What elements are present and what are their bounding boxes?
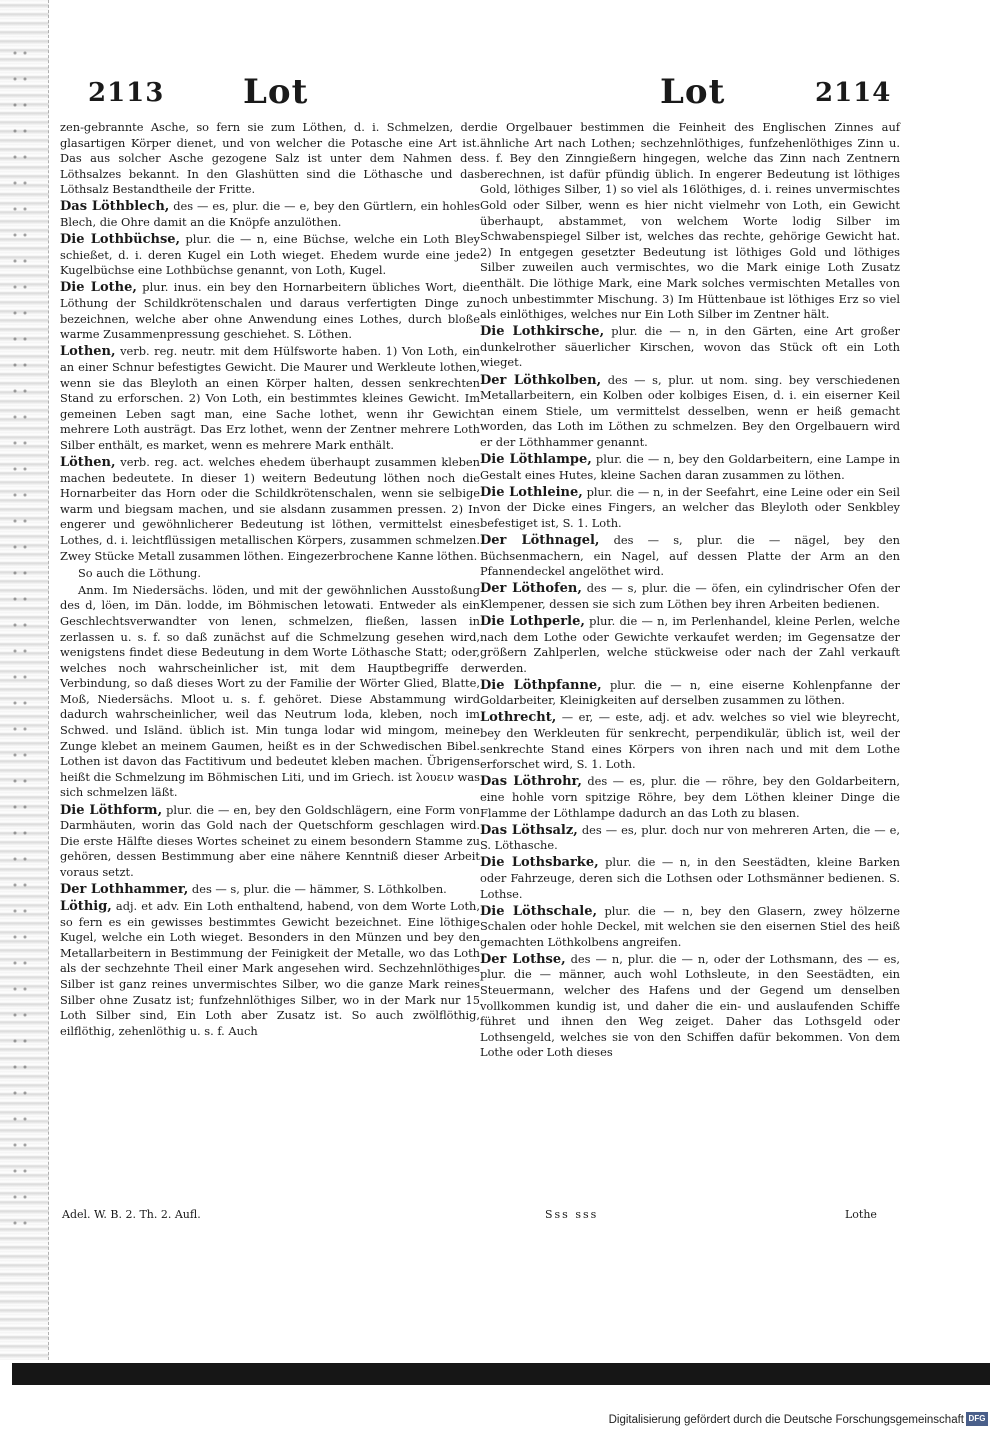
dictionary-entry: [480, 324, 900, 371]
entry-text: des — s, plur. ut nom. sing. bey verschiedenen Metallarbeitern, ein Kolben oder kolbiges Eisen, d. i. ein eiserner Keil an einem Stiele, um vermittelst desselben, wenn er heiß gemacht worden, das Loth im Löthen zu schmelzen. Bey den Orgelbauern wird er der Löthhammer genannt.: [480, 372, 900, 449]
entry-text: des — s, plur. die — hämmer, S. Löthkolben.: [191, 882, 447, 896]
dictionary-entry: [480, 120, 900, 323]
dictionary-entry: [60, 803, 480, 881]
dictionary-entry: [60, 232, 480, 279]
entry-headword: Lothrecht,: [480, 710, 557, 726]
dictionary-entry: [60, 120, 480, 198]
entry-headword: Die Löthschale,: [480, 903, 597, 919]
entry-text: plur. die — n, in den Seestädten, kleine Barken oder Fahrzeuge, deren sich die Lothsen oder Lothsmänner bedienen. S. Lothse.: [480, 855, 901, 901]
dictionary-entry: [60, 882, 480, 898]
entry-headword: Die Lothsbarke,: [480, 855, 599, 871]
column-right: [480, 120, 900, 1063]
digitization-credit: Digitalisierung gefördert durch die Deutsche Forschungsgemeinschaft: [608, 1414, 964, 1426]
entry-headword: Der Lothhammer,: [60, 882, 189, 897]
entry-headword: Der Löthkolben,: [480, 372, 602, 388]
dictionary-entry: [60, 344, 480, 453]
dictionary-entry: [480, 581, 900, 612]
dfg-logo: DFG: [966, 1412, 988, 1426]
entry-text: verb. reg. neutr. mit dem Hülfsworte haben. 1) Von Loth, ein an einer Schnur befestigtes Gewicht. Die Maurer und Werkleute lothen, wenn sie das Bleyloth an einen Körper halten, dessen senkrechten Stand zu erforschen. 2) Von Loth, ein bestimmtes kleines Gewicht. Im gemeinen Leben sagt man, eine Sache lothet, wenn ihr Gewicht mehrere Loth austrägt. Das Erz lothet, wenn der Zentner mehrere Loth Silber enthält, es market, wenn es mehrere Mark enthält.: [60, 344, 480, 452]
entry-headword: Löthen,: [60, 454, 116, 470]
entry-text: plur. die — n, eine Büchse, welche ein Loth Bley schießet, d. i. deren Kugel ein Loth wieget. Ehedem wurde eine jede Kugelbüchse eine Lothbüchse genannt, von Loth, Kugel.: [60, 232, 480, 278]
dictionary-entry: [60, 899, 480, 1039]
page-number-left: 2113: [88, 78, 165, 108]
entry-headword: Die Lothleine,: [480, 484, 583, 500]
book-binding-edge: [0, 0, 49, 1360]
dictionary-entry: [480, 373, 900, 451]
dictionary-entry: [480, 952, 900, 1061]
dictionary-entry: [480, 678, 900, 709]
entry-text: des — s, plur. die — nägel, bey den Büchsenmachern, ein Nagel, auf dessen Platte der Arm an den Pfannendeckel angelöthet wird.: [480, 532, 901, 579]
entry-headword: Die Lothperle,: [480, 613, 585, 629]
dictionary-entry: [480, 452, 900, 483]
entry-text: zen-gebrannte Asche, so fern sie zum Löthen, d. i. Schmelzen, der glasartigen Körper dienet, und von welcher die Potasche eine Art ist. Das aus solcher Asche gezogene Salz ist unter dem Nahmen des Löthsalzes bekannt. In den Glashütten sind die Löthasche und das Löthsalz Bestandtheile der Fritte.: [60, 120, 480, 197]
dictionary-entry: [60, 280, 480, 342]
entry-text: plur. die — n, in der Seefahrt, eine Leine oder ein Seil von der Dicke eines Fingers, an welcher das Bleyloth oder Senkbley befestiget ist, S. 1. Loth.: [480, 484, 900, 530]
dictionary-entry: [60, 199, 480, 230]
entry-text: plur. inus. ein bey den Hornarbeitern übliches Wort, die Löthung der Schildkrötenschalen und daraus verfertigten Dinge zu bezeichnen, welche aber ohne Anwendung eines Lothes, durch bloße warme Zusammenpressung geschiehet. S. Löthen.: [60, 280, 480, 342]
page-number-right: 2114: [815, 78, 892, 108]
entry-headword: Die Löthlampe,: [480, 451, 592, 467]
dictionary-entry: [480, 774, 900, 821]
entry-text: adj. et adv. Ein Loth enthaltend, habend, von dem Worte Loth, so fern es ein gewisses bestimmtes Gewicht bezeichnet. Eine löthige Kugel, welche ein Loth wieget. Besonders in den Münzen und bey den Metallarbeitern in Bestimmung der Feinigkeit der Metalle, wo das Loth als der sechzehnte Theil einer Mark angesehen wird. Sechzehnlöthiges Silber ist ganz reines unvermischtes Silber, wo die ganze Mark reines Silber ohne Zusatz ist; funfzehnlöthiges Silber, wo in der Mark nur 15 Loth Silber sind, Ein Loth aber Zusatz ist. So auch zwölflöthig, eilflöthig, zehenlöthig u. s. f. Auch: [60, 899, 480, 1038]
dictionary-entry: [480, 904, 900, 951]
entry-headword: Der Lothse,: [480, 951, 566, 967]
entry-headword: Die Lothbüchse,: [60, 232, 181, 248]
dictionary-entry: [480, 710, 900, 772]
entry-text: des — es, plur. doch nur von mehreren Arten, die — e, S. Löthasche.: [480, 822, 901, 853]
entry-text: verb. reg. act. welches ehedem überhaupt zusammen kleben machen bedeutete. In dieser 1) weitern Bedeutung löthen noch die Hornarbeiter das Horn oder die Schildkrötenschalen, wenn sie selbige warm und biegsam machen, und sie alsdann zusammen pressen. 2) In engerer und gewöhnlicherer Bedeutung ist löthen, vermittelst eines Lothes, d. i. leichtflüssigen metallischen Körpers, zusammen schmelzen. Zwey Stücke Metall zusammen löthen. Eingezerbrochene Kanne löthen.: [60, 454, 481, 563]
dictionary-entry: [480, 533, 900, 580]
entry-text: — er, — este, adj. et adv. welches so viel wie bleyrecht, bey den Werkleuten für senkrecht, perpendikulär, üblich ist, weil der senkrechte Stand eines Körpers von ihren nach und mit dem Lothe erforschet wird, S. 1. Loth.: [480, 710, 900, 772]
dictionary-entry: [480, 614, 900, 676]
entry-text: des — es, plur. die — e, bey den Gürtlern, ein hohles Blech, die Ohre damit an die Knöpfe anzulöthen.: [60, 199, 480, 230]
entry-text: des — es, plur. die — röhre, bey den Goldarbeitern, eine hohle vorn spitzige Röhre, bey dem Löthen kleiner Dinge die Flamme der Löthlampe dadurch an das Loth zu blasen.: [480, 774, 900, 820]
dictionary-entry: [480, 485, 900, 532]
entry-headword: Das Löthrohr,: [480, 774, 582, 790]
entry-text: des — s, plur. die — öfen, ein cylindrischer Ofen der Klempener, dessen sie sich zum Löthen bey ihren Arbeiten bedienen.: [480, 581, 900, 611]
entry-headword: Die Löthform,: [60, 802, 163, 818]
entry-text: plur. die — n, eine eiserne Kohlenpfanne der Goldarbeiter, Kleinigkeiten auf derselben zusammen zu löthen.: [480, 677, 900, 708]
entry-text: des — n, plur. die — n, oder der Lothsmann, des — es, plur. die — männer, auch wohl Lothsleute, in den Seestädten, ein Steuermann, welcher des Hafens und der Gegend um denselben vollkommen kundig ist, und daher die ein- und auslaufenden Schiffe führet und ihnen den Weg zeiget. Daher das Lothsgeld oder Lothsengeld, welches sie von den Schiffen dafür bekommen. Von dem Lothe oder Loth dieses: [480, 951, 900, 1060]
column-left: [60, 120, 480, 1041]
entry-text: So auch die Löthung.: [78, 565, 201, 580]
entry-text: plur. die — en, bey den Goldschlägern, eine Form von Darmhäuten, worin das Gold nach der Quetschform geschlagen wird. Die erste Hälfte dieses Wortes scheinet zu einem besondern Stamme zu gehören, dessen Bestimmung aber eine nähere Kenntniß dieser Arbeit voraus setzt.: [60, 802, 480, 879]
running-head-left: Lot: [243, 72, 309, 112]
entry-headword: Das Löthsalz,: [480, 822, 578, 838]
entry-text: Anm. Im Niedersächs. löden, und mit der gewöhnlichen Ausstoßung des d, löen, im Dän. lodde, im Böhmischen letowati. Entweder als ein Geschlechtsverwandter von lenen, schmelzen, fließen, lassen in zerlassen u. s. f. so daß zunächst auf die Schmelzung gesehen wird, wenigstens findet diese Bedeutung in dem Worte Löthasche Statt; oder, welches noch wahrscheinlicher ist, mit dem Hauptbegriffe der Verbindung, so daß dieses Wort zu der Familie der Wörter Glied, Blatte, Moß, Niedersächs. Mloot u. s. f. gehöret. Diese Abstammung wird dadurch wahrscheinlicher, weil das Neutrum loda, kleben, noch im Schwed. und Isländ. üblich ist. Min tunga lodar wid mingom, meine Zunge klebet an meinem Gaumen, heißt es in der Schwedischen Bibel. Lothen ist davon das Factitivum und bedeutet kleben machen. Übrigens heißt die Schmelzung im Böhmischen Liti, und im Griech. ist λουειν was sich schmelzen läßt.: [60, 582, 480, 800]
footer-catchword: Lothe: [845, 1208, 877, 1221]
dictionary-entry: [480, 855, 900, 902]
entry-headword: Der Löthofen,: [480, 581, 582, 597]
entry-headword: Die Löthpfanne,: [480, 677, 602, 693]
dictionary-entry: [60, 455, 480, 564]
entry-headword: Der Löthnagel,: [480, 532, 600, 548]
entry-text: plur. die — n, in den Gärten, eine Art großer dunkelrother säuerlicher Kirschen, wovon das Stück oft ein Loth wieget.: [480, 324, 901, 370]
entry-headword: Löthig,: [60, 899, 112, 915]
footer-signature: Sss sss: [545, 1208, 599, 1221]
footer-edition: Adel. W. B. 2. Th. 2. Aufl.: [62, 1208, 201, 1221]
entry-text: plur. die — n, bey den Goldarbeitern, eine Lampe in Gestalt eines Hutes, kleine Sachen daran zusammen zu löthen.: [480, 451, 901, 482]
dictionary-entry: [60, 566, 480, 582]
scan-bottom-band: [12, 1363, 990, 1385]
dictionary-entry: [60, 583, 480, 801]
entry-headword: Lothen,: [60, 344, 116, 360]
entry-text: die Orgelbauer bestimmen die Feinheit des Englischen Zinnes auf ähnliche Art nach Lothen; sechzehnlöthiges, funfzehenlöthiges Zinn u. s. f. Bey den Zinngießern hingegen, welche das Zinn nach Zentnern berechnen, ist dafür pfündig üblich. In engerer Bedeutung ist löthiges Gold, löthiges Silber, 1) so viel als 16löthiges, d. i. reines unvermischtes Gold oder Silber, wenn es hier nicht vielmehr von Loth, ein Gewicht überhaupt, abstammet, von welchem Worte lodig Silber im Schwabenspiegel Silber ist, welches das rechte, gehörige Gewicht hat. 2) In entgegen gesetzter Bedeutung ist löthiges Gold und löthiges Silber zuweilen auch vermischtes, wo die Mark einige Loth Zusatz enthält. Die löthige Mark, eine Mark solches vermischten Metalles von noch unbestimmter Mischung. 3) Im Hüttenbaue ist löthiges Erz so viel als einlöthiges, welches nur Ein Loth Silber im Zentner hält.: [480, 120, 900, 322]
entry-text: plur. die — n, bey den Glasern, zwey hölzerne Schalen oder hohle Deckel, mit welchen sie den eisernen Stiel des heiß gemachten Löthkolbens angreifen.: [480, 903, 900, 949]
dictionary-entry: [480, 823, 900, 854]
running-head-right: Lot: [660, 72, 726, 112]
entry-headword: Die Lothe,: [60, 280, 137, 296]
entry-text: plur. die — n, im Perlenhandel, kleine Perlen, welche nach dem Lothe oder Gewichte verkaufet werden; im Gegensatze der größern Zahlperlen, welche stückweise oder nach der Zahl verkauft werden.: [480, 613, 900, 675]
binding-texture: [10, 40, 32, 1240]
entry-headword: Das Löthblech,: [60, 199, 170, 215]
entry-headword: Die Lothkirsche,: [480, 324, 605, 340]
